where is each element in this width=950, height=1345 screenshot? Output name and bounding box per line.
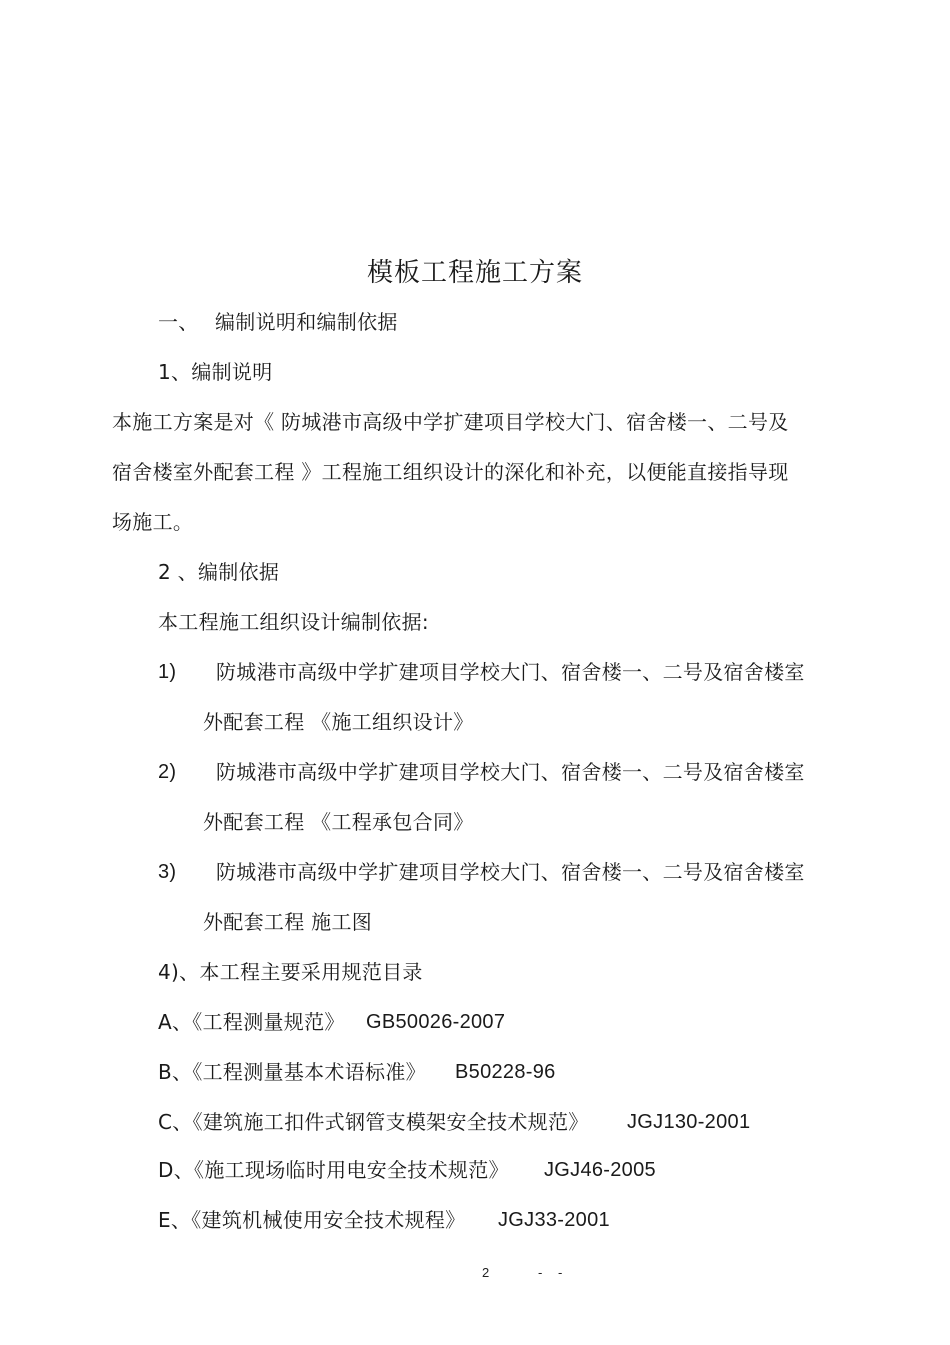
paragraph-line: 场施工。: [112, 510, 194, 534]
list-item-line: 防城港市高级中学扩建项目学校大门、宿舍楼一、二号及宿舍楼室: [216, 760, 805, 784]
section-heading: 编制说明和编制依据: [215, 310, 398, 334]
standard-letter: C、: [158, 1110, 193, 1134]
list-item-number: 2): [158, 761, 177, 783]
subsection-heading: [158, 360, 273, 384]
standard-item: [158, 1010, 345, 1034]
standard-name: 《施工现场临时用电安全技术规范》: [194, 1158, 509, 1182]
standard-letter: B、: [158, 1060, 193, 1084]
standard-letter: D、: [158, 1158, 195, 1182]
standard-code: GB50026-2007: [366, 1011, 506, 1033]
subsection-title: 编制依据: [197, 560, 280, 584]
standard-item: [158, 1110, 589, 1134]
list-item-line: 防城港市高级中学扩建项目学校大门、宿舍楼一、二号及宿舍楼室: [216, 860, 805, 884]
standard-code: JGJ130-2001: [627, 1111, 751, 1133]
standard-name: 《建筑施工扣件式钢管支模架安全技术规范》: [192, 1110, 589, 1134]
standard-item: [158, 1158, 509, 1182]
list-item-line: 外配套工程 《施工组织设计》: [203, 710, 474, 734]
paragraph-line: 宿舍楼室外配套工程 》工程施工组织设计的深化和补充，以便能直接指导现: [112, 460, 789, 484]
standard-item: [158, 1208, 465, 1232]
paragraph-line: 本施工方案是对《 防城港市高级中学扩建项目学校大门、宿舍楼一、二号及: [112, 410, 789, 434]
standard-letter: A、: [158, 1010, 193, 1034]
standard-letter: E、: [158, 1208, 192, 1232]
standard-item: [158, 1060, 426, 1084]
subsection-number: 2 、: [158, 560, 198, 584]
standard-name: 《工程测量规范》: [192, 1010, 345, 1034]
subsection-heading: [158, 560, 279, 584]
list-item-line: 外配套工程 《工程承包合同》: [203, 810, 474, 834]
standards-heading: 4)、本工程主要采用规范目录: [158, 960, 423, 984]
standard-code: JGJ33-2001: [498, 1209, 610, 1231]
subsection-number: 1、: [158, 360, 192, 384]
page-number: 2: [482, 1265, 490, 1280]
basis-intro: 本工程施工组织设计编制依据:: [158, 610, 429, 634]
standard-name: 《建筑机械使用安全技术规程》: [191, 1208, 466, 1232]
standard-code: JGJ46-2005: [544, 1159, 656, 1181]
footer-dashes: - -: [538, 1265, 569, 1280]
list-item-number: 1): [158, 661, 177, 683]
page-title: 模板工程施工方案: [366, 258, 583, 288]
list-item-line: 防城港市高级中学扩建项目学校大门、宿舍楼一、二号及宿舍楼室: [216, 660, 805, 684]
list-item-line: 外配套工程 施工图: [203, 910, 373, 934]
section-number: 一、: [158, 310, 199, 334]
standard-code: B50228-96: [455, 1061, 556, 1083]
list-item-number: 3): [158, 861, 177, 883]
standard-name: 《工程测量基本术语标准》: [192, 1060, 426, 1084]
subsection-title: 编制说明: [191, 360, 273, 384]
